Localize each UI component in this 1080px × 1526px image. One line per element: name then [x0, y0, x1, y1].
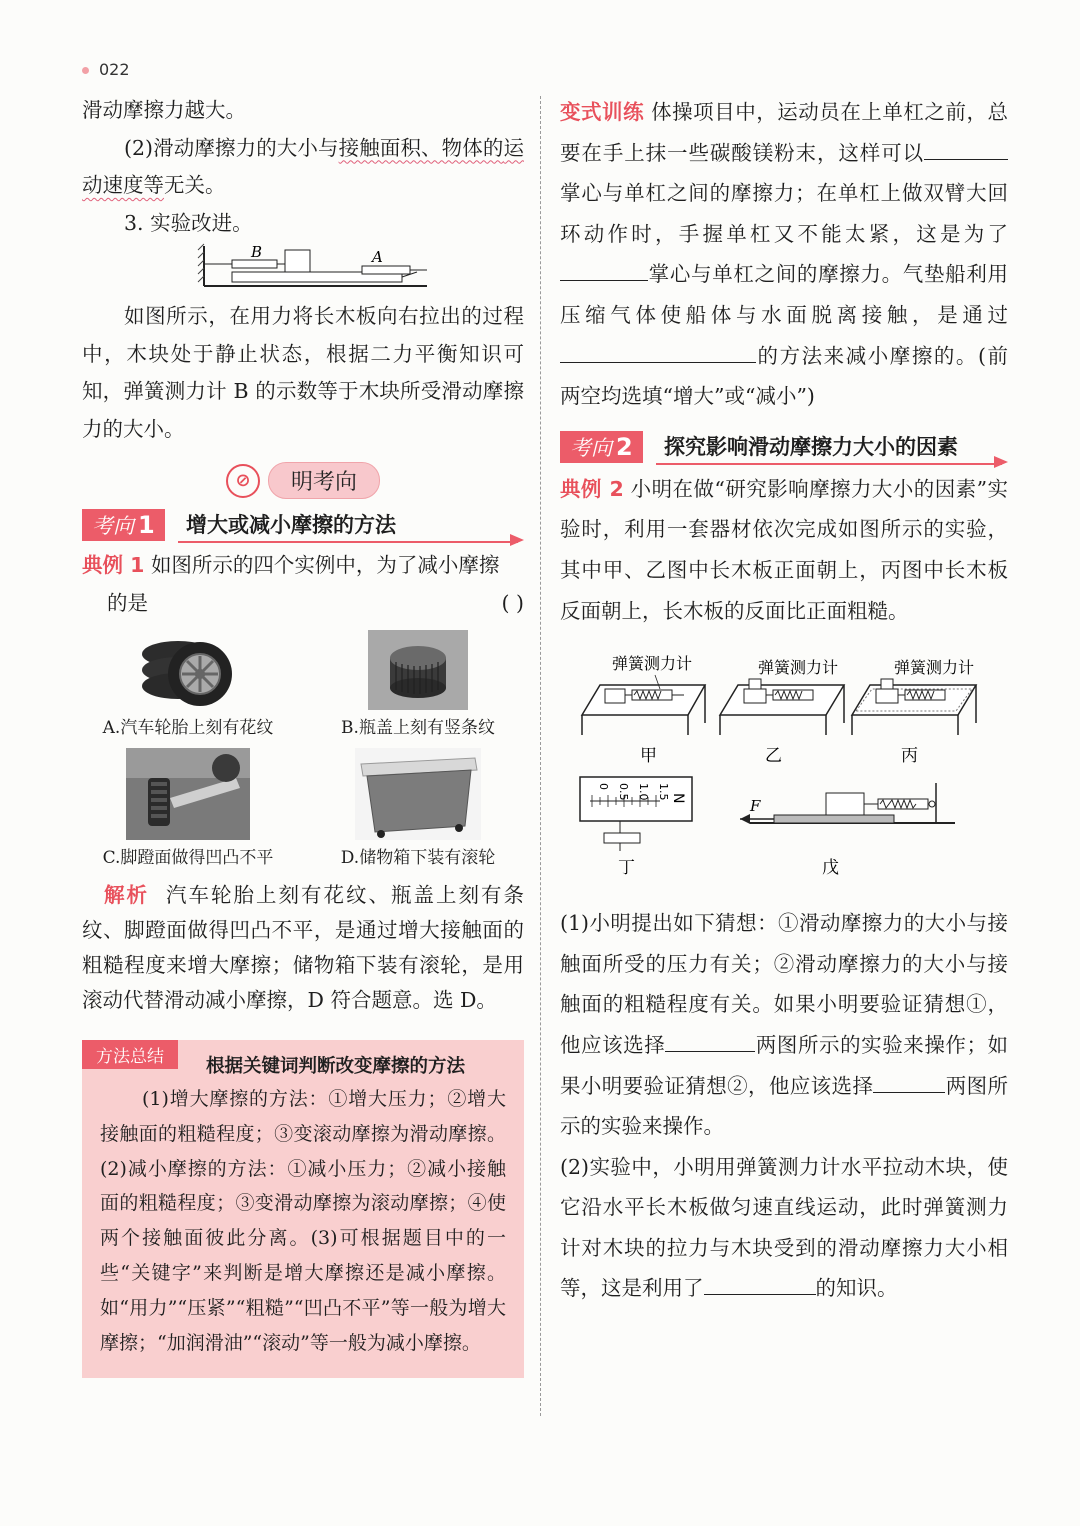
paragraph-1: 滑动摩擦力越大。: [82, 98, 246, 122]
page-number-text: 022: [99, 60, 130, 79]
photo-c-caption: C.脚蹬面做得凹凸不平: [102, 848, 274, 868]
header-arrow: [510, 534, 524, 546]
section-banner: [82, 462, 524, 499]
variant-training: [560, 92, 1008, 417]
analysis: [82, 878, 524, 1018]
compass-icon: ⊘: [226, 464, 260, 498]
paragraph-2: [82, 130, 524, 205]
example-1-line2: [82, 585, 524, 623]
question-2-text-1: (2)实验中，小明用弹簧测力计水平拉动木块，使它沿水平长木板做匀速直线运动，此时弹簧测力计对木块的拉力与木块受到的滑动摩擦力大小相等，这是利用了: [560, 1154, 1008, 1301]
bottle-cap-icon: [368, 630, 468, 710]
example-1-tag: 典例 1: [82, 553, 145, 577]
unit-n-label: N: [670, 793, 686, 804]
question-2: [560, 1147, 1008, 1309]
variant-text-4: 的方法来减小摩擦的。(前两空均选填“增大”或“减小”): [560, 343, 1008, 409]
page-dot: [82, 67, 89, 74]
exam-direction-1-title: 增大或减小摩擦的方法: [186, 513, 396, 537]
experiment-improvement-figure: [82, 242, 524, 294]
photo-c: [82, 748, 294, 872]
example-1-text: 如图所示的四个实例中，为了减小摩擦: [150, 553, 500, 577]
variant-tag: 变式训练: [560, 100, 645, 124]
variant-text-2: 掌心与单杠之间的摩擦力；在单杠上做双臂大回环动作时，手握单杠又不能太紧，这是为了: [560, 181, 1008, 246]
question-2-text-2: 的知识。: [815, 1276, 898, 1301]
photo-b-caption: B.瓶盖上刻有竖条纹: [341, 718, 495, 738]
question-1-text-3: 两图所示的实验来操作。: [560, 1073, 1009, 1139]
answer-paren: ( ): [501, 590, 524, 615]
photo-d-caption: D.储物箱下装有滚轮: [340, 848, 496, 868]
kx1-num: 1: [138, 511, 155, 539]
paragraph-4: 如图所示，在用力将长木板向右拉出的过程中，木块处于静止状态，根据二力平衡知识可知，弹簧测力计 B 的示数等于木块所受滑动摩擦力的大小。: [82, 304, 524, 441]
label-bing: 丙: [901, 746, 918, 767]
kx2-tag-text: 考向: [570, 435, 612, 460]
tire-icon: [138, 630, 238, 710]
header-underline: [178, 541, 518, 543]
scale-tick-3: 1.5: [657, 783, 670, 801]
p2-prefix: (2)滑动摩擦力的大小与: [124, 135, 339, 160]
header-arrow: [994, 456, 1008, 468]
photo-grid: [82, 630, 524, 872]
method-body: (1)增大摩擦的方法：①增大压力；②增大接触面的粗糙程度；③变滚动摩擦为滑动摩擦。(2)减小摩擦的方法：①减小压力；②减小接触面的粗糙程度；③变滑动摩擦为滚动摩擦；④使两个接触面彼此分离。(3)可根据题目中的一些“关键字”来判断是增大摩擦还是减小摩擦。如“用力”“压紧”“粗糙”“凹凸不平”等一般为增大摩擦；“加润滑油”“滚动”等一般为减小摩擦。: [100, 1088, 506, 1354]
answer-blank-6[interactable]: [704, 1272, 816, 1295]
spring-a-label: A: [372, 248, 383, 266]
spring-b-label: B: [251, 243, 263, 261]
method-title: 根据关键词判断改变摩擦的方法: [206, 1056, 466, 1077]
p2-wavy-1: 接触面积、物体的: [338, 135, 504, 160]
figure-yi: [720, 658, 844, 766]
scale-tick-1: 0.5: [617, 783, 630, 801]
question-1-text-1: (1)小明提出如下猜想：①滑动摩擦力的大小与接触面所受的压力有关；②滑动摩擦力的大小与接触面的粗糙程度有关。如果小明要验证猜想①，他应该选择: [560, 911, 1008, 1057]
question-1-text-2: 两图所示的实验来操作；如果小明要验证猜想②，他应该选择: [560, 1032, 1009, 1098]
storage-box-icon: [355, 748, 481, 840]
page-number: [82, 60, 130, 79]
spring-label-bing: 弹簧测力计: [894, 658, 975, 678]
p2-suffix: 无关。: [164, 173, 226, 197]
photo-a: [82, 630, 294, 742]
exam-direction-2-title: 探究影响滑动摩擦力大小的因素: [664, 434, 958, 459]
example-2-tag: 典例 2: [560, 476, 624, 501]
photo-a-caption: A.汽车轮胎上刻有花纹: [102, 718, 274, 738]
example-1-text2: 的是: [107, 590, 148, 615]
variant-text-1: 体操项目中，运动员在上单杠之前，总要在手上抹一些碳酸镁粉末，这样可以: [560, 100, 1008, 165]
example-1: [82, 547, 524, 585]
figure-ding: [580, 777, 692, 878]
answer-blank-2[interactable]: [560, 258, 648, 281]
banner-title: 明考向: [268, 462, 380, 499]
right-column: [560, 92, 1008, 1309]
spring-label-jia: 弹簧测力计: [612, 654, 693, 674]
exam-direction-2-header: [560, 427, 1008, 467]
figure-bing: [852, 658, 976, 766]
question-1: [560, 903, 1008, 1147]
method-tag: 方法总结: [82, 1040, 178, 1069]
label-ding: 丁: [618, 858, 635, 879]
kx2-num: 2: [616, 432, 633, 461]
scale-tick-0: 0: [597, 783, 610, 791]
example-2: [560, 469, 1008, 631]
photo-d: [312, 748, 524, 872]
answer-blank-5[interactable]: [873, 1070, 945, 1093]
analysis-tag: 解析: [104, 883, 149, 907]
photo-b: [312, 630, 524, 742]
answer-blank-3[interactable]: [560, 340, 756, 363]
method-summary-box: [82, 1040, 524, 1378]
paragraph-3: 3. 实验改进。: [124, 210, 253, 235]
figure-jia: [582, 654, 705, 766]
label-yi: 乙: [765, 746, 782, 767]
label-wu: 戊: [822, 858, 839, 879]
force-f-label: F: [750, 797, 761, 816]
friction-experiment-figure: [560, 633, 1008, 893]
answer-blank-1[interactable]: [924, 137, 1008, 160]
left-column: [82, 92, 524, 1378]
exam-direction-1-tag: [82, 509, 165, 541]
example-2-text: 小明在做“研究影响摩擦力大小的因素”实验时，利用一套器材依次完成如图所示的实验，其中甲、乙图中长木板正面朝上，丙图中长木板反面朝上，长木板的反面比正面粗糙。: [560, 476, 1008, 623]
variant-text-3: 掌心与单杠之间的摩擦力。气垫船利用压缩气体使船体与水面脱离接触，是通过: [560, 262, 1008, 327]
analysis-text: 汽车轮胎上刻有花纹、瓶盖上刻有条纹、脚蹬面做得凹凸不平，是通过增大接触面的粗糙程度来增大摩擦；储物箱下装有滚轮，是用滚动代替滑动减小摩擦，D 符合题意。选 D。: [82, 883, 524, 1012]
kx1-tag-text: 考向: [92, 514, 134, 538]
exam-direction-1-header: [82, 505, 524, 545]
exam-direction-2-tag: [560, 431, 643, 463]
spring-label-yi: 弹簧测力计: [758, 658, 839, 678]
column-divider: [540, 96, 541, 1416]
answer-blank-4[interactable]: [665, 1029, 755, 1052]
pedal-icon: [126, 748, 250, 840]
scale-tick-2: 1.0: [637, 783, 650, 801]
header-underline: [656, 463, 1002, 465]
figure-wu: [740, 783, 955, 878]
p2-wavy-2: 运动速度等: [82, 135, 524, 197]
label-jia: 甲: [640, 746, 657, 767]
